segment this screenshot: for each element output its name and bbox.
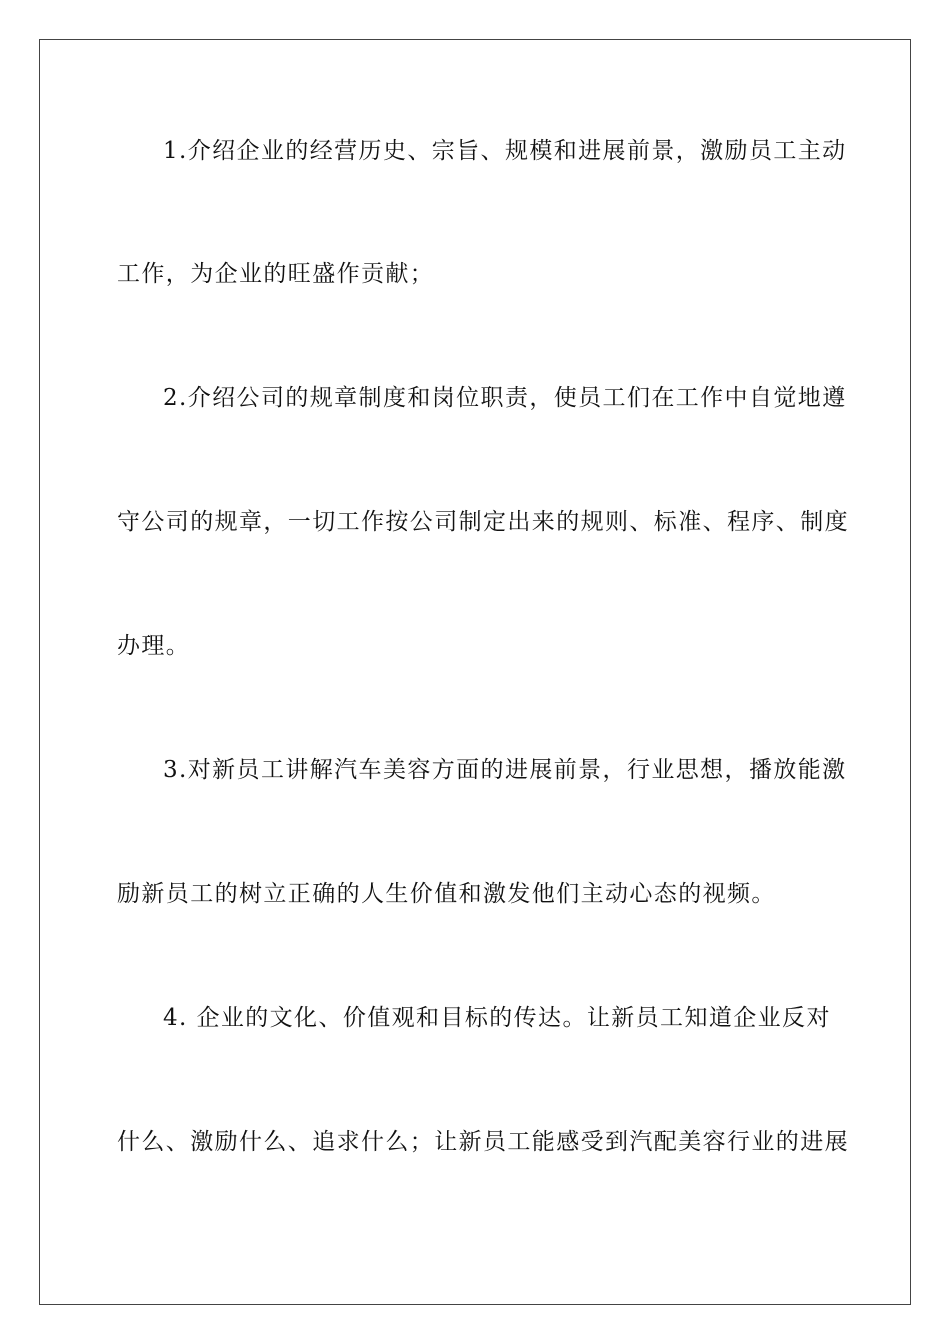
page-border (39, 39, 911, 1305)
paragraph-1-line-2: 工作，为企业的旺盛作贡献； (117, 261, 435, 287)
paragraph-1-line-1: 1.介绍企业的经营历史、宗旨、规模和进展前景，激励员工主动 (163, 138, 847, 164)
paragraph-3-line-2: 励新员工的树立正确的人生价值和激发他们主动心态的视频。 (117, 881, 776, 907)
paragraph-2-line-2: 守公司的规章，一切工作按公司制定出来的规则、标准、程序、制度 (117, 509, 849, 535)
paragraph-2-line-1: 2.介绍公司的规章制度和岗位职责，使员工们在工作中自觉地遵 (163, 385, 847, 411)
paragraph-4-line-1: 4. 企业的文化、价值观和目标的传达。让新员工知道企业反对 (163, 1005, 831, 1031)
paragraph-4-line-2: 什么、激励什么、追求什么；让新员工能感受到汽配美容行业的进展 (117, 1129, 849, 1155)
paragraph-2-line-3: 办理。 (117, 633, 191, 659)
paragraph-3-line-1: 3.对新员工讲解汽车美容方面的进展前景，行业思想，播放能激 (163, 757, 847, 783)
